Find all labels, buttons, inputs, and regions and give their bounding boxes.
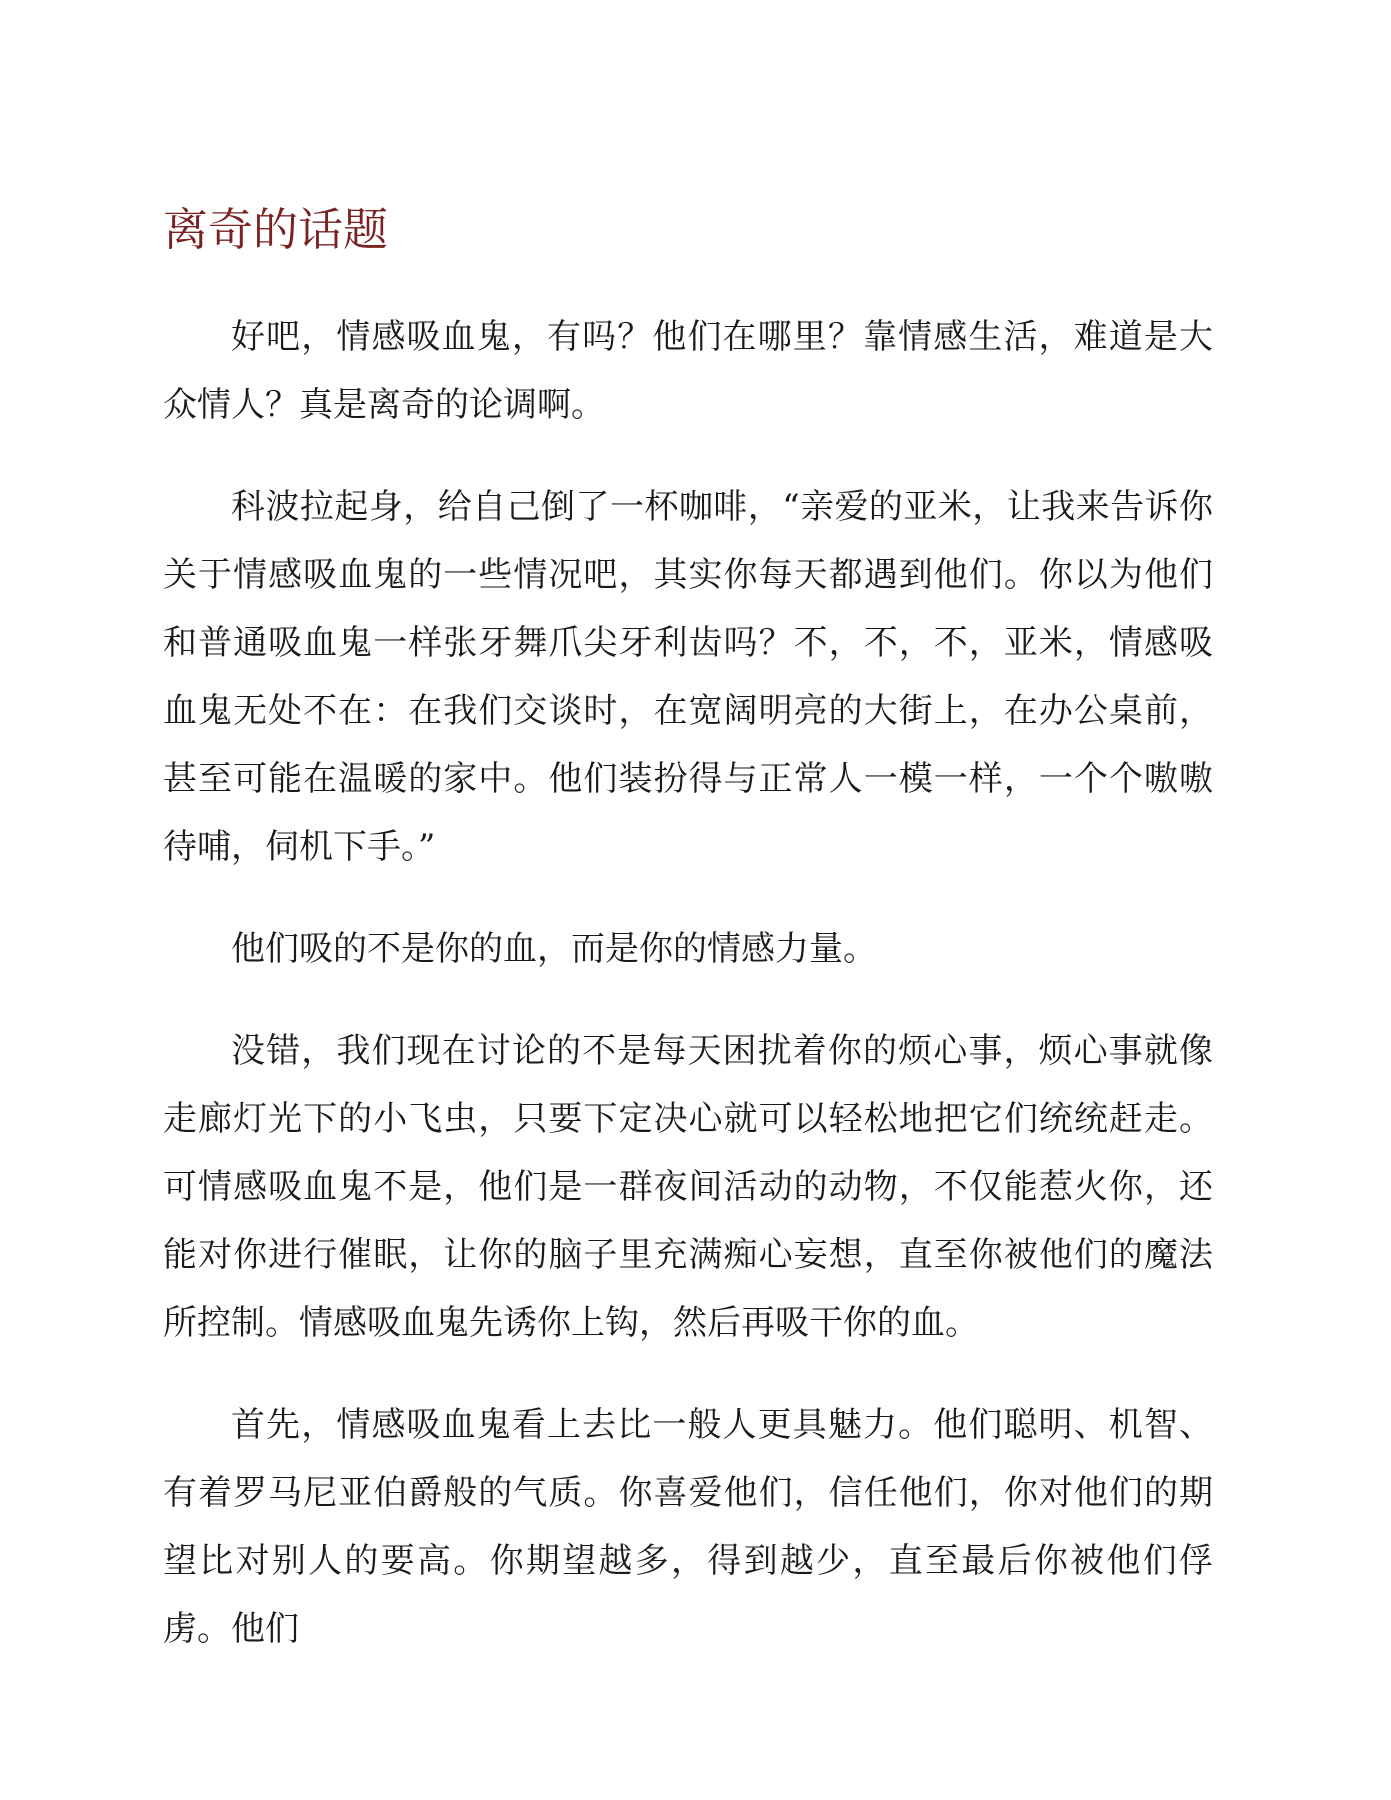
paragraph-1: 好吧，情感吸血鬼，有吗？他们在哪里？靠情感生活，难道是大众情人？真是离奇的论调啊。 <box>163 317 1213 425</box>
paragraph-2: 科波拉起身，给自己倒了一杯咖啡，“亲爱的亚米，让我来告诉你关于情感吸血鬼的一些情况吧，其实你每天都遇到他们。你以为他们和普通吸血鬼一样张牙舞爪尖牙利齿吗？不，不，不，亚米，情感吸血鬼无处不在：在我们交谈时，在宽阔明亮的大街上，在办公桌前，甚至可能在温暖的家中。他们装扮得与正常人一模一样，一个个嗷嗷待哺，伺机下手。” <box>163 487 1213 867</box>
paragraph-4: 没错，我们现在讨论的不是每天困扰着你的烦心事，烦心事就像走廊灯光下的小飞虫，只要下定决心就可以轻松地把它们统统赶走。可情感吸血鬼不是，他们是一群夜间活动的动物，不仅能惹火你，还能对你进行催眠，让你的脑子里充满痴心妄想，直至你被他们的魔法所控制。情感吸血鬼先诱你上钩，然后再吸干你的血。 <box>163 1031 1213 1343</box>
paragraph-3: 他们吸的不是你的血，而是你的情感力量。 <box>231 929 877 969</box>
chapter-title: 离奇的话题 <box>163 203 389 256</box>
body-text <box>163 303 1213 1697</box>
paragraph-5: 首先，情感吸血鬼看上去比一般人更具魅力。他们聪明、机智、有着罗马尼亚伯爵般的气质。你喜爱他们，信任他们，你对他们的期望比对别人的要高。你期望越多，得到越少，直至最后你被他们俘虏。他们 <box>163 1405 1213 1649</box>
